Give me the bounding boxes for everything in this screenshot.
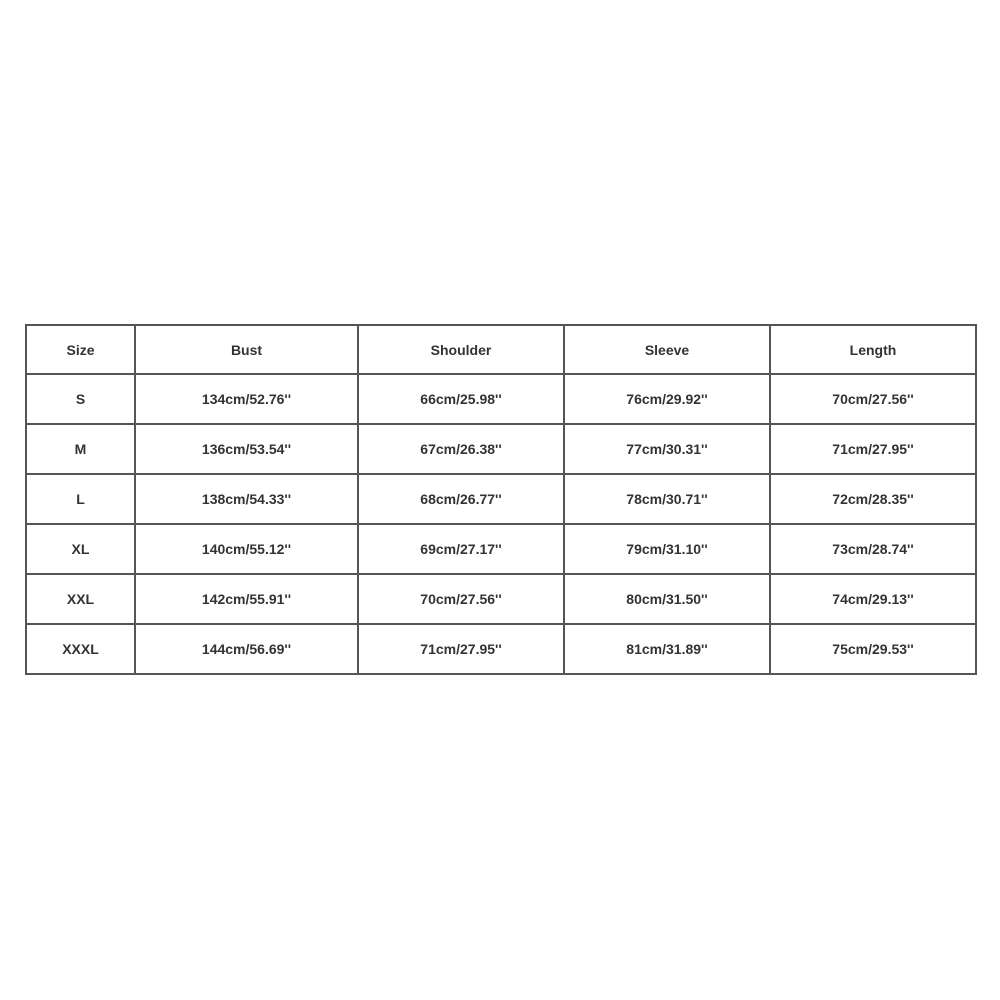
cell-shoulder: 70cm/27.56'' bbox=[358, 574, 564, 624]
table-row bbox=[26, 424, 976, 474]
cell-bust: 138cm/54.33'' bbox=[135, 474, 358, 524]
cell-shoulder: 68cm/26.77'' bbox=[358, 474, 564, 524]
cell-size: S bbox=[26, 374, 135, 424]
header-row bbox=[26, 325, 976, 374]
cell-size: M bbox=[26, 424, 135, 474]
cell-shoulder: 67cm/26.38'' bbox=[358, 424, 564, 474]
cell-length: 71cm/27.95'' bbox=[770, 424, 976, 474]
table-row bbox=[26, 574, 976, 624]
cell-shoulder: 71cm/27.95'' bbox=[358, 624, 564, 674]
cell-sleeve: 76cm/29.92'' bbox=[564, 374, 770, 424]
cell-bust: 144cm/56.69'' bbox=[135, 624, 358, 674]
cell-length: 72cm/28.35'' bbox=[770, 474, 976, 524]
cell-bust: 142cm/55.91'' bbox=[135, 574, 358, 624]
cell-size: XL bbox=[26, 524, 135, 574]
header-length: Length bbox=[770, 325, 976, 374]
cell-length: 75cm/29.53'' bbox=[770, 624, 976, 674]
cell-length: 70cm/27.56'' bbox=[770, 374, 976, 424]
table-row bbox=[26, 474, 976, 524]
header-size: Size bbox=[26, 325, 135, 374]
header-shoulder: Shoulder bbox=[358, 325, 564, 374]
cell-bust: 134cm/52.76'' bbox=[135, 374, 358, 424]
cell-shoulder: 69cm/27.17'' bbox=[358, 524, 564, 574]
header-bust: Bust bbox=[135, 325, 358, 374]
cell-sleeve: 77cm/30.31'' bbox=[564, 424, 770, 474]
cell-bust: 140cm/55.12'' bbox=[135, 524, 358, 574]
cell-size: XXL bbox=[26, 574, 135, 624]
table-row bbox=[26, 524, 976, 574]
cell-size: XXXL bbox=[26, 624, 135, 674]
cell-shoulder: 66cm/25.98'' bbox=[358, 374, 564, 424]
header-sleeve: Sleeve bbox=[564, 325, 770, 374]
cell-sleeve: 79cm/31.10'' bbox=[564, 524, 770, 574]
size-chart-table bbox=[25, 324, 977, 675]
cell-sleeve: 80cm/31.50'' bbox=[564, 574, 770, 624]
cell-sleeve: 81cm/31.89'' bbox=[564, 624, 770, 674]
cell-size: L bbox=[26, 474, 135, 524]
table-row bbox=[26, 624, 976, 674]
cell-bust: 136cm/53.54'' bbox=[135, 424, 358, 474]
cell-length: 74cm/29.13'' bbox=[770, 574, 976, 624]
cell-length: 73cm/28.74'' bbox=[770, 524, 976, 574]
cell-sleeve: 78cm/30.71'' bbox=[564, 474, 770, 524]
table-row bbox=[26, 374, 976, 424]
